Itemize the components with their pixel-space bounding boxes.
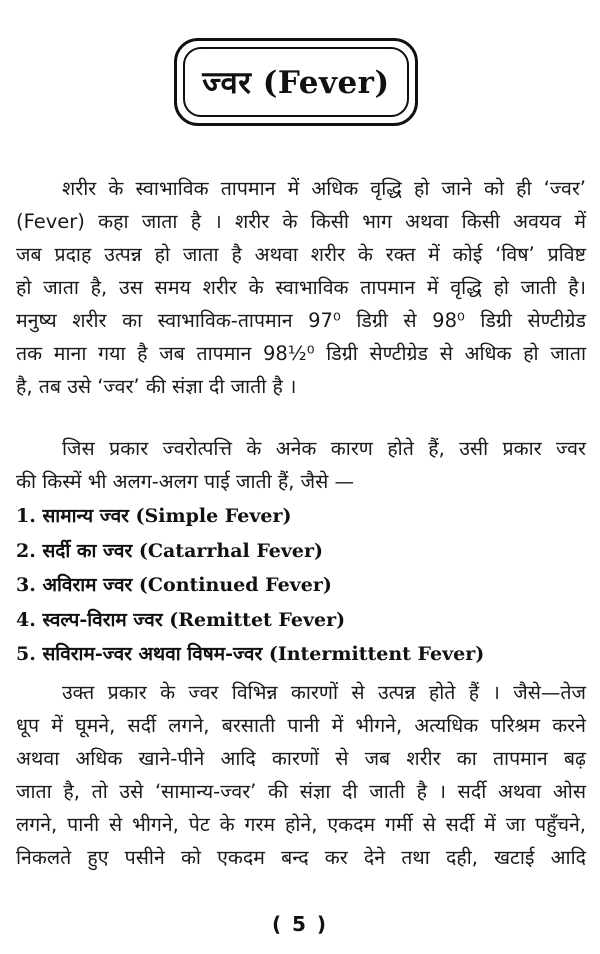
paragraph-types-intro [16, 432, 586, 498]
chapter-title: ज्वर (Fever) [202, 65, 390, 101]
paragraph-causes [16, 676, 586, 874]
page-number: ( 5 ) [271, 912, 329, 936]
paragraph-line: है, तब उसे ‘ज्वर’ की संज्ञा दी जाती है । [16, 375, 297, 398]
paragraph-definition [16, 172, 586, 403]
fever-type-item: 1. सामान्य ज्वर (Simple Fever) [16, 505, 292, 527]
paragraph-line: हो जाता है, उस समय शरीर के स्वाभाविक तापमान में वृद्धि हो जाती है। [16, 276, 586, 299]
paragraph-line: शरीर के स्वाभाविक तापमान में अधिक वृद्धि हो जाने को ही ‘ज्वर’ [62, 177, 586, 200]
fever-types-list [16, 499, 586, 672]
paragraph-line: उक्त प्रकार के ज्वर विभिन्न कारणों से उत्पन्न होते हैं । जैसे—तेज [62, 681, 586, 704]
fever-type-item: 2. सर्दी का ज्वर (Catarrhal Fever) [16, 539, 324, 562]
paragraph-line: जिस प्रकार ज्वरोत्पत्ति के अनेक कारण होते हैं, उसी प्रकार ज्वर [62, 437, 586, 460]
paragraph-line: (Fever) कहा जाता है । शरीर के किसी भाग अथवा किसी अवयव में [16, 210, 586, 233]
paragraph-line: जब प्रदाह उत्पन्न हो जाता है अथवा शरीर के रक्त में कोई ‘विष’ प्रविष्ट [16, 243, 586, 266]
paragraph-line: धूप में घूमने, सर्दी लगने, बरसाती पानी में भीगने, अत्यधिक परिश्रम करने [16, 714, 586, 737]
paragraph-line: जाता है, तो उसे ‘सामान्य-ज्वर’ की संज्ञा दी जाती है । सर्दी अथवा ओस [16, 780, 586, 803]
paragraph-line: की किस्में भी अलग-अलग पाई जाती हैं, जैसे — [16, 470, 354, 493]
paragraph-line: निकलते हुए पसीने को एकदम बन्द कर देने तथा दही, खटाई आदि [16, 846, 586, 869]
title-inner-frame [183, 47, 409, 117]
fever-type-item: 3. अविराम ज्वर (Continued Fever) [16, 574, 332, 596]
paragraph-line: तक माना गया है जब तापमान 98½⁰ डिग्री सेण्टीग्रेड से अधिक हो जाता [16, 342, 586, 365]
fever-type-item: 5. सविराम-ज्वर अथवा विषम-ज्वर (Intermittent Fever) [16, 643, 485, 665]
paragraph-line: अथवा अधिक खाने-पीने आदि कारणों से जब शरीर का तापमान बढ़ [16, 747, 586, 770]
fever-type-item: 4. स्वल्प-विराम ज्वर (Remittet Fever) [16, 608, 346, 631]
paragraph-line: मनुष्य शरीर का स्वाभाविक-तापमान 97⁰ डिग्री से 98⁰ डिग्री सेण्टीग्रेड [16, 309, 586, 332]
title-frame [174, 38, 418, 126]
paragraph-line: लगने, पानी से भीगने, पेट के गरम होने, एकदम गर्मी से सर्दी में जा पहुँचने, [16, 813, 586, 836]
